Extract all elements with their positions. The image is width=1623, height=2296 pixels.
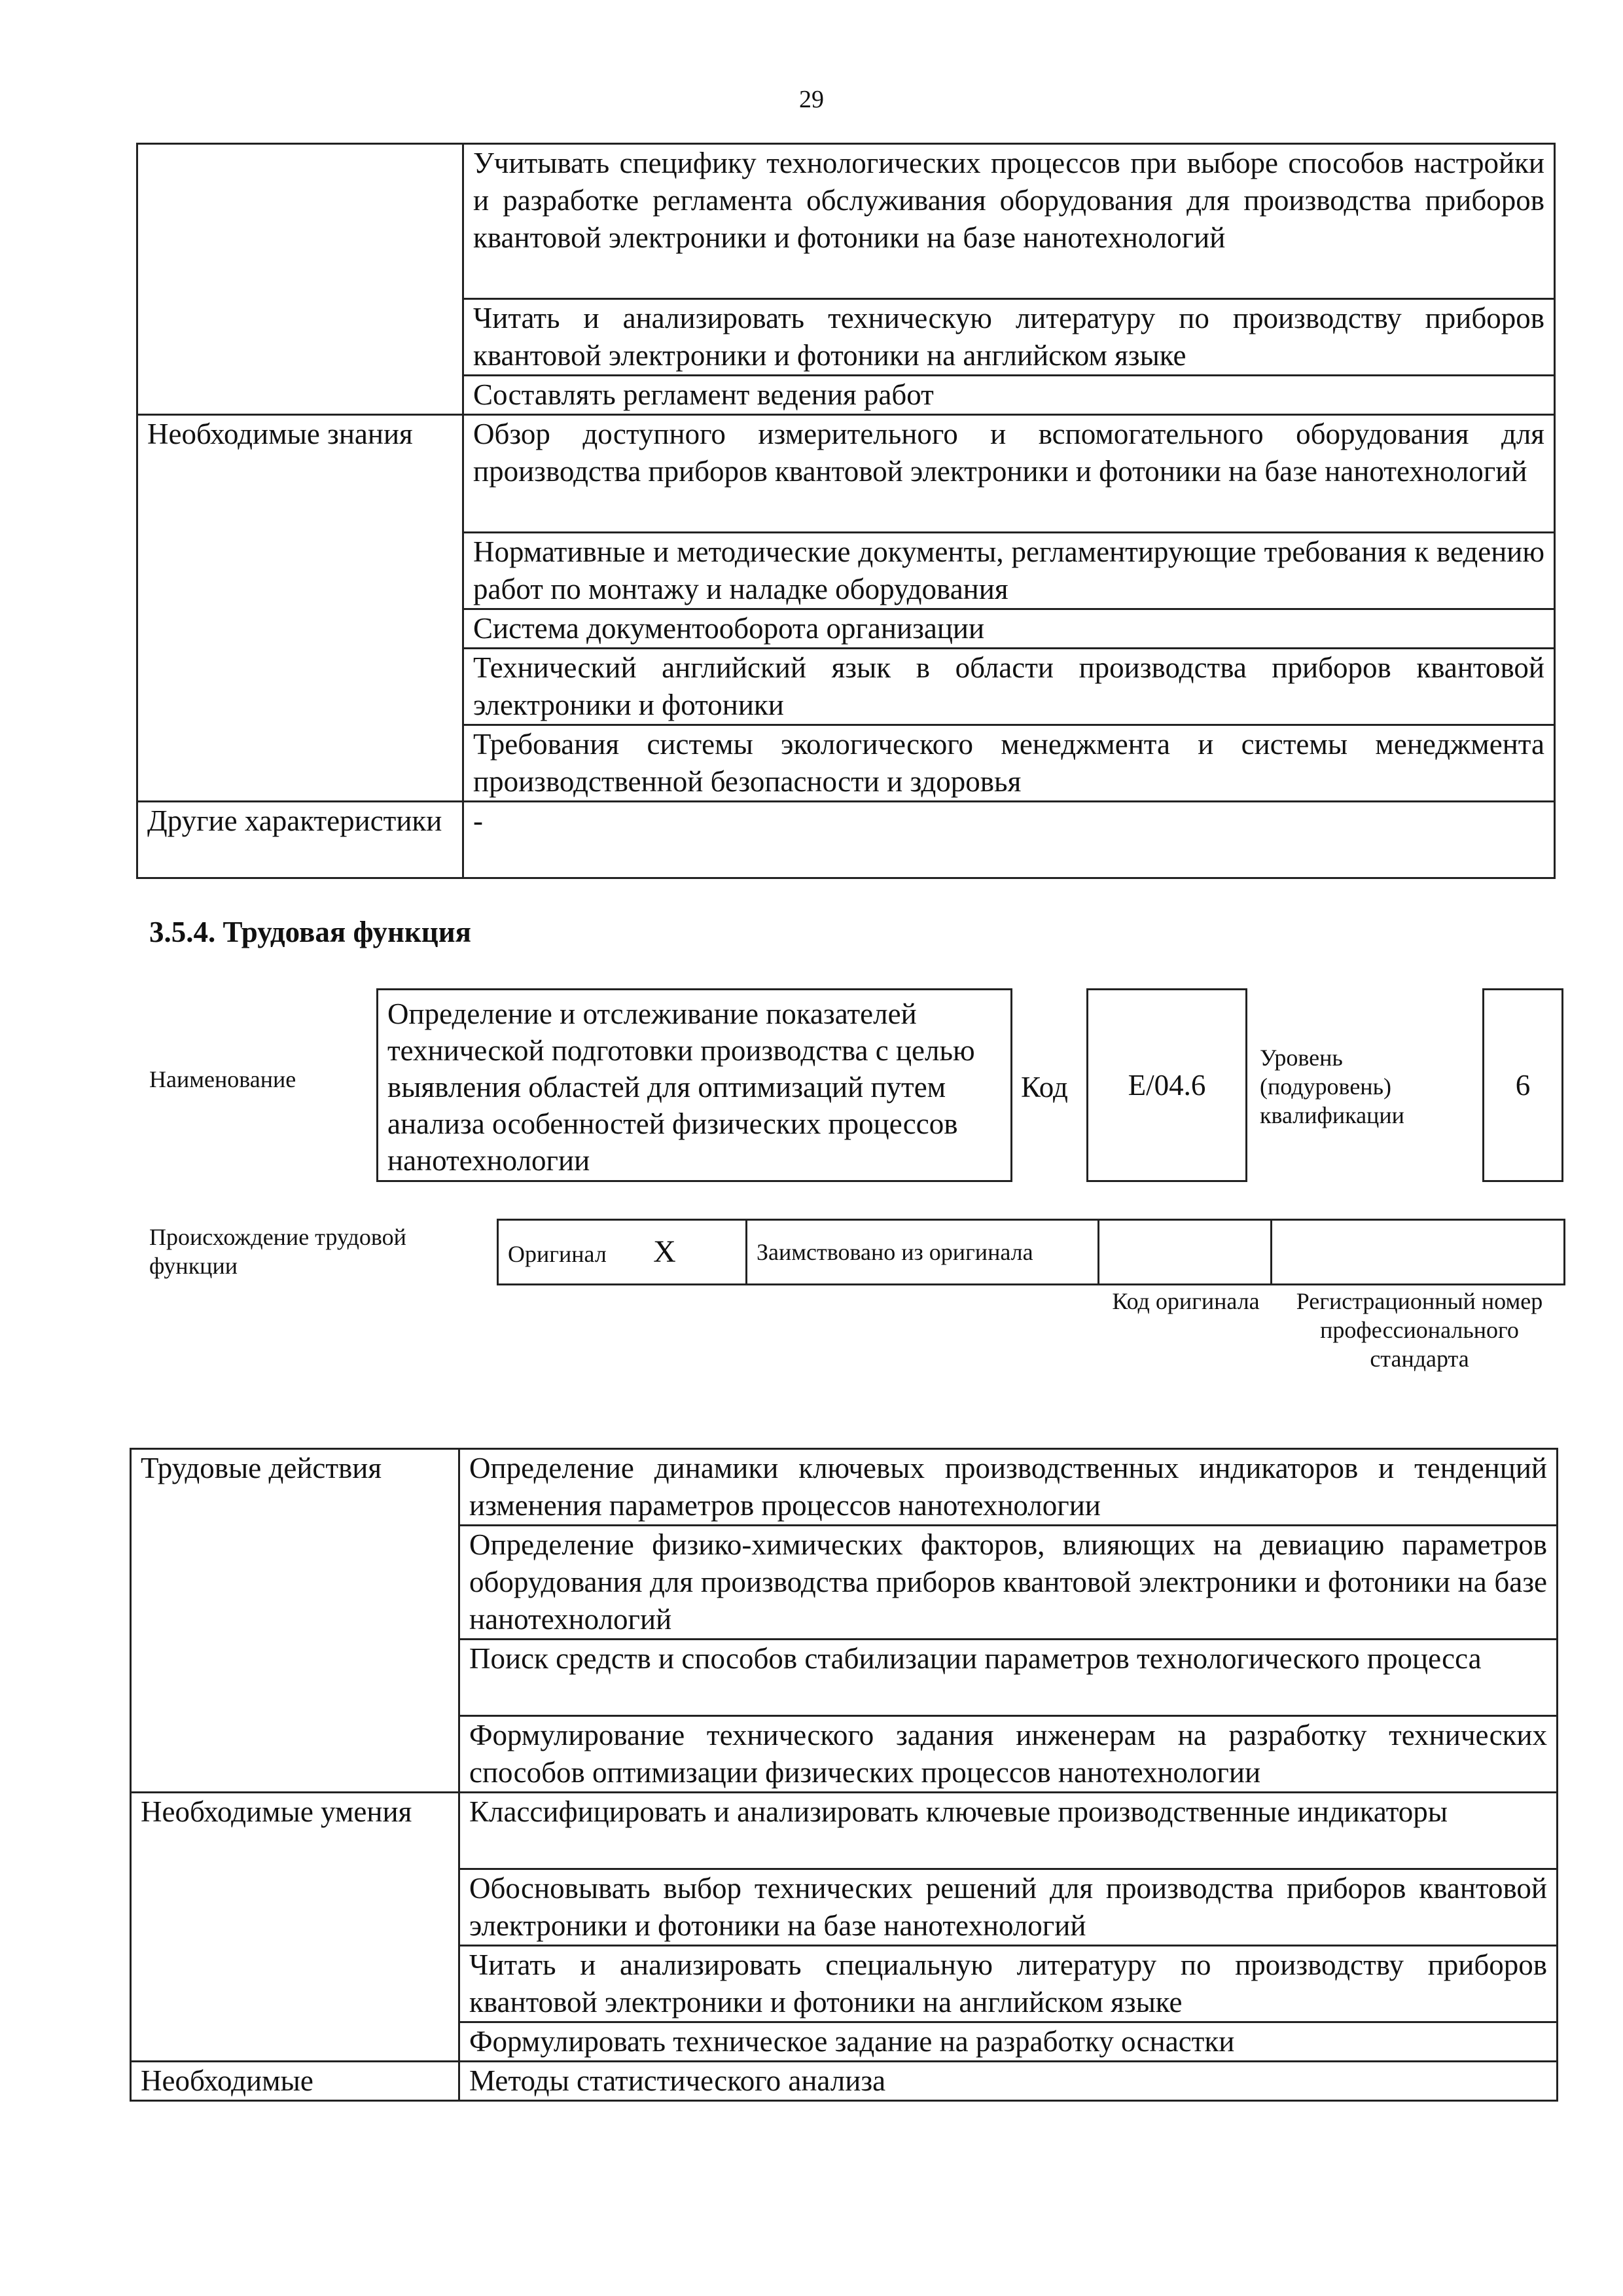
table-cell: Классифицировать и анализировать ключевые производственные индикаторы	[459, 1793, 1558, 1869]
function-name-box	[376, 988, 1012, 1182]
requirements-table-continued	[136, 143, 1556, 879]
table-row	[137, 802, 1555, 878]
level-value: 6	[1515, 1069, 1531, 1102]
original-cell	[498, 1220, 747, 1285]
borrowed-cell	[747, 1220, 1099, 1285]
table-cell: Обзор доступного измерительного и вспомогательного оборудования для производства приборов квантовой электроники и фотоники на базе нанотехнологий	[463, 415, 1555, 533]
reg-number-cell	[1272, 1220, 1565, 1285]
name-label: Наименование	[149, 1066, 296, 1092]
table-cell: Составлять регламент ведения работ	[463, 376, 1555, 415]
table-cell: Поиск средств и способов стабилизации параметров технологического процесса	[459, 1640, 1558, 1716]
table-cell: Методы статистического анализа	[459, 2062, 1558, 2101]
table-row	[137, 415, 1555, 533]
code-label: Код	[1021, 1071, 1068, 1103]
level-label: Уровень (подуровень) квалификации	[1260, 1045, 1404, 1128]
table-cell: Требования системы экологического менеджмента и системы менеджмента производственной безопасности и здоровья	[463, 725, 1555, 802]
original-code-cell	[1099, 1220, 1272, 1285]
row-label	[137, 144, 463, 415]
code-original-caption: Код оригинала	[1112, 1288, 1260, 1314]
table-row	[131, 1449, 1558, 1526]
table-cell: Нормативные и методические документы, регламентирующие требования к ведению работ по монтажу и наладке оборудования	[463, 533, 1555, 609]
function-details-table	[130, 1448, 1558, 2102]
code-value: E/04.6	[1128, 1069, 1206, 1102]
table-row	[131, 1793, 1558, 1869]
page-number: 29	[799, 86, 824, 113]
code-box	[1086, 988, 1247, 1182]
section-heading: 3.5.4. Трудовая функция	[149, 916, 472, 948]
original-mark: X	[653, 1234, 676, 1269]
table-cell: Технический английский язык в области производства приборов квантовой электроники и фотоники	[463, 649, 1555, 725]
table-cell: Формулировать техническое задание на разработку оснастки	[459, 2022, 1558, 2062]
row-label: Необходимые умения	[131, 1793, 459, 2062]
table-cell: Определение динамики ключевых производственных индикаторов и тенденций изменения параметров процессов нанотехнологии	[459, 1449, 1558, 1526]
level-box	[1482, 988, 1563, 1182]
origin-table	[497, 1219, 1565, 1285]
table-cell: Учитывать специфику технологических процессов при выборе способов настройки и разработке регламента обслуживания оборудования для производства приборов квантовой электроники и фотоники на базе нанотехнологий	[463, 144, 1555, 299]
origin-label: Происхождение трудовой функции	[149, 1224, 406, 1279]
original-label: Оригинал	[508, 1241, 607, 1267]
table-cell: Читать и анализировать техническую литературу по производству приборов квантовой электроники и фотоники на английском языке	[463, 299, 1555, 376]
table-cell: Читать и анализировать специальную литературу по производству приборов квантовой электроники и фотоники на английском языке	[459, 1946, 1558, 2022]
table-cell: Обосновывать выбор технических решений для производства приборов квантовой электроники и фотоники на базе нанотехнологий	[459, 1869, 1558, 1946]
row-label: Трудовые действия	[131, 1449, 459, 1793]
table-cell: Формулирование технического задания инженерам на разработку технических способов оптимизации физических процессов нанотехнологии	[459, 1716, 1558, 1793]
table-row	[498, 1220, 1565, 1285]
reg-number-caption: Регистрационный номер профессионального стандарта	[1296, 1288, 1543, 1372]
table-row	[131, 2062, 1558, 2101]
function-name-value: Определение и отслеживание показателей технической подготовки производства с целью выявления областей для оптимизаций путем анализа особенностей физических процессов нанотехнологии	[387, 997, 975, 1177]
table-row	[137, 144, 1555, 299]
table-cell: Система документооборота организации	[463, 609, 1555, 649]
table-cell: Определение физико-химических факторов, влияющих на девиацию параметров оборудования для производства приборов квантовой электроники и фотоники на базе нанотехнологий	[459, 1526, 1558, 1640]
row-label: Другие характеристики	[137, 802, 463, 878]
table-cell: -	[463, 802, 1555, 878]
row-label: Необходимые знания	[137, 415, 463, 802]
row-label: Необходимые	[131, 2062, 459, 2101]
borrowed-label: Заимствовано из оригинала	[757, 1239, 1033, 1265]
